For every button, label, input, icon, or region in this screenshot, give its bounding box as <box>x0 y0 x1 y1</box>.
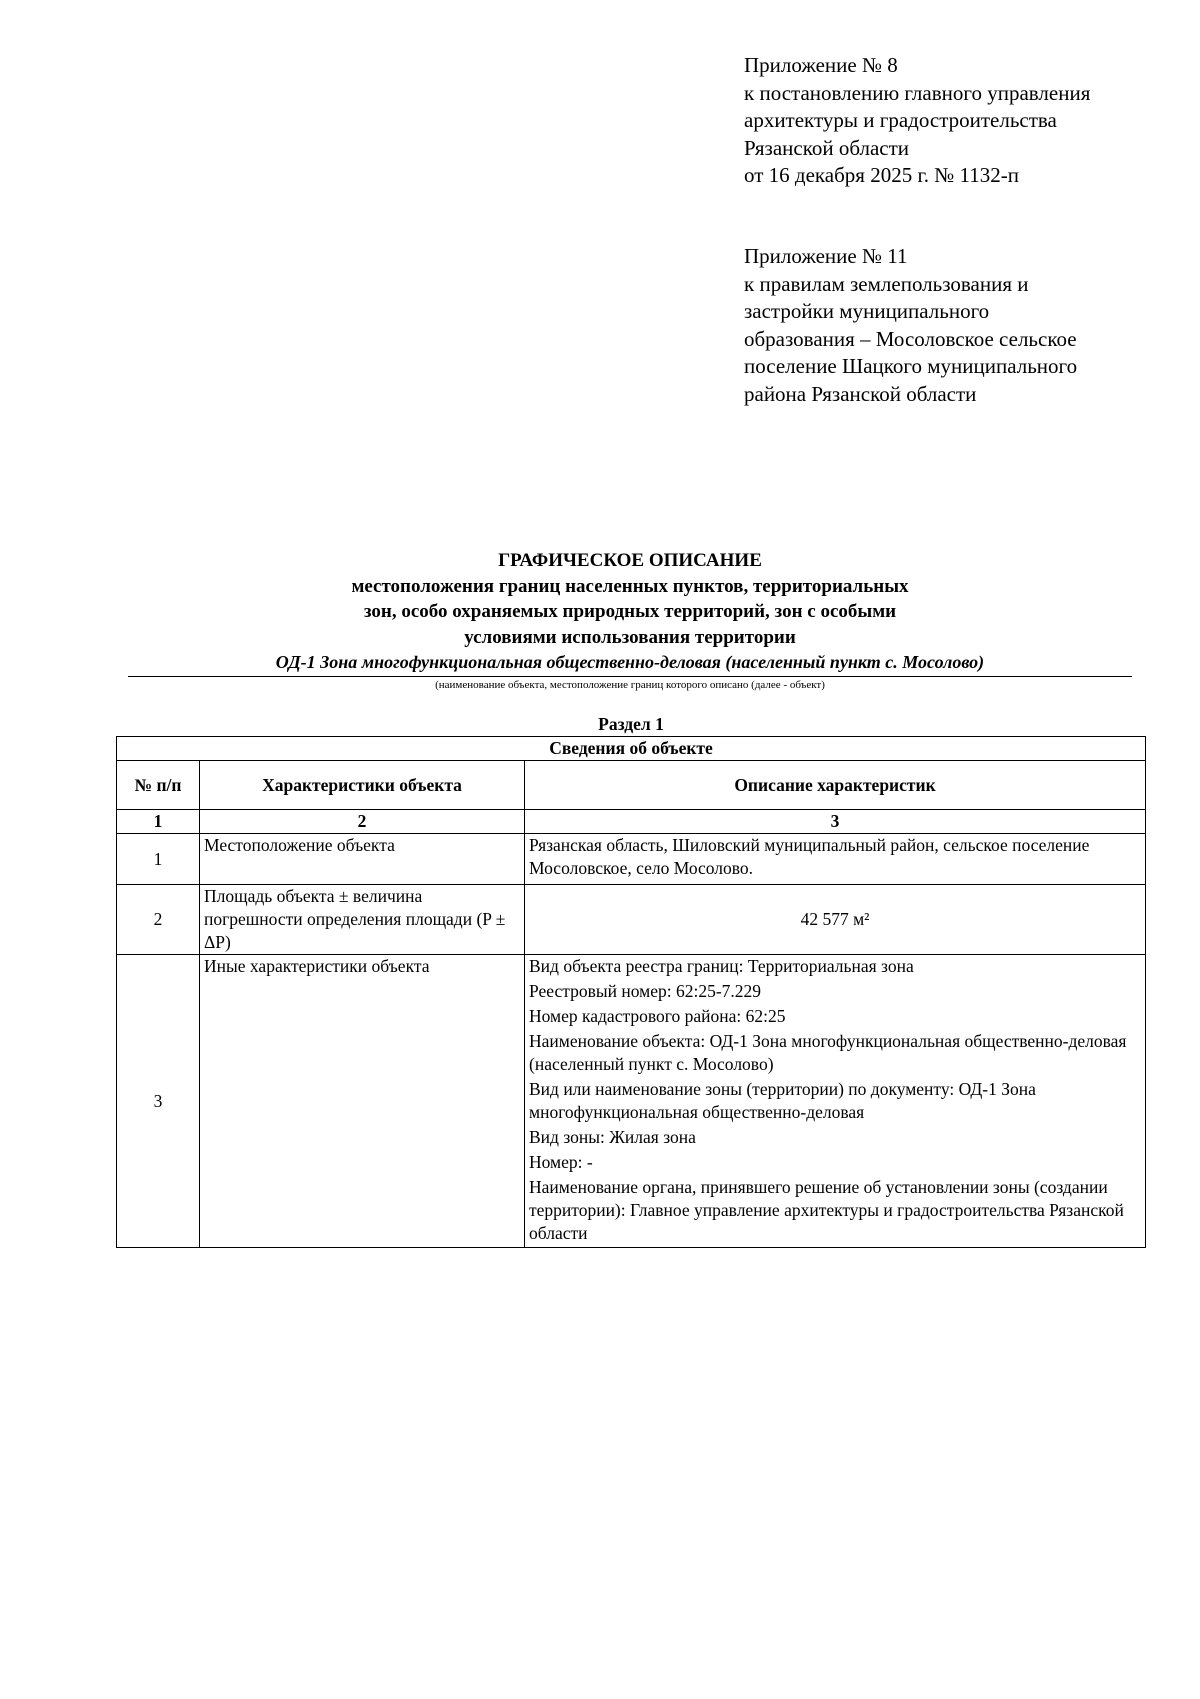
appendix-1-line: архитектуры и градостроительства <box>744 108 1057 132</box>
table-caption: Сведения об объекте <box>117 737 1146 761</box>
row-number: 2 <box>117 885 200 955</box>
column-number: 3 <box>525 810 1146 834</box>
appendix-2-line: района Рязанской области <box>744 381 977 406</box>
column-number: 1 <box>117 810 200 834</box>
appendix-2-line: образования – Мосоловское сельское <box>744 326 1077 351</box>
object-name: ОД-1 Зона многофункциональная общественно-деловая (населенный пункт с. Мосолово) <box>128 650 1132 677</box>
table-row <box>117 834 1146 885</box>
document-title-block <box>128 548 1132 693</box>
description-line: Вид объекта реестра границ: Территориальная зона <box>529 956 914 976</box>
row-characteristic: Площадь объекта ± величина погрешности определения площади (P ± ΔP) <box>200 885 525 955</box>
header-number: № п/п <box>117 761 200 810</box>
appendix-1-line: от 16 декабря 2025 г. № 1132-п <box>744 163 1019 187</box>
row-characteristic: Местоположение объекта <box>200 834 525 885</box>
appendix-2-block <box>744 243 1174 408</box>
appendix-1-line: к постановлению главного управления <box>744 80 1091 105</box>
document-subtitle-line: зон, особо охраняемых природных территорий, зон с особыми <box>363 601 897 622</box>
object-info-table <box>116 736 1146 1248</box>
description-line: Реестровый номер: 62:25-7.229 <box>529 981 762 1001</box>
appendix-2-line: Приложение № 11 <box>744 244 908 268</box>
document-subtitle-line: условиями использования территории <box>464 626 796 648</box>
appendix-1-block <box>744 52 1174 190</box>
description-line: Наименование объекта: ОД-1 Зона многофункциональная общественно-деловая (населенный пункт с. Мосолово) <box>529 1031 1127 1074</box>
row-number: 3 <box>117 955 200 1248</box>
appendix-1-line: Приложение № 8 <box>744 53 898 77</box>
row-description: Рязанская область, Шиловский муниципальный район, сельское поселение Мосоловское, село Мосолово. <box>525 834 1146 885</box>
section-title: Раздел 1 <box>598 714 664 734</box>
table-caption-row <box>117 737 1146 761</box>
row-description: 42 577 м² <box>525 885 1146 955</box>
appendix-2-line: застройки муниципального <box>744 299 990 323</box>
column-number: 2 <box>200 810 525 834</box>
appendix-2-line: к правилам землепользования и <box>744 271 1029 296</box>
document-subtitle-line: местоположения границ населенных пунктов, территориальных <box>351 575 909 597</box>
table-header-row <box>117 761 1146 810</box>
appendix-1-line: Рязанской области <box>744 135 910 160</box>
description-line: Вид зоны: Жилая зона <box>529 1127 696 1147</box>
row-characteristic: Иные характеристики объекта <box>200 955 525 1248</box>
header-description: Описание характеристик <box>525 761 1146 810</box>
table-row <box>117 885 1146 955</box>
row-number: 1 <box>117 834 200 885</box>
document-title: ГРАФИЧЕСКОЕ ОПИСАНИЕ <box>498 550 762 571</box>
row-description-list <box>525 955 1146 1248</box>
description-line: Номер кадастрового района: 62:25 <box>529 1006 786 1026</box>
header-characteristic: Характеристики объекта <box>200 761 525 810</box>
table-row <box>117 955 1146 1248</box>
description-line: Вид или наименование зоны (территории) по документу: ОД-1 Зона многофункциональная общественно-деловая <box>529 1079 1036 1122</box>
column-number-row <box>117 810 1146 834</box>
object-name-note: (наименование объекта, местоположение границ которого описано (далее - объект) <box>435 679 825 691</box>
description-line: Номер: - <box>529 1152 593 1172</box>
description-line: Наименование органа, принявшего решение об установлении зоны (создании территории): Главное управление архитектуры и градостроительства Рязанской области <box>529 1177 1124 1243</box>
appendix-2-line: поселение Шацкого муниципального <box>744 354 1078 378</box>
